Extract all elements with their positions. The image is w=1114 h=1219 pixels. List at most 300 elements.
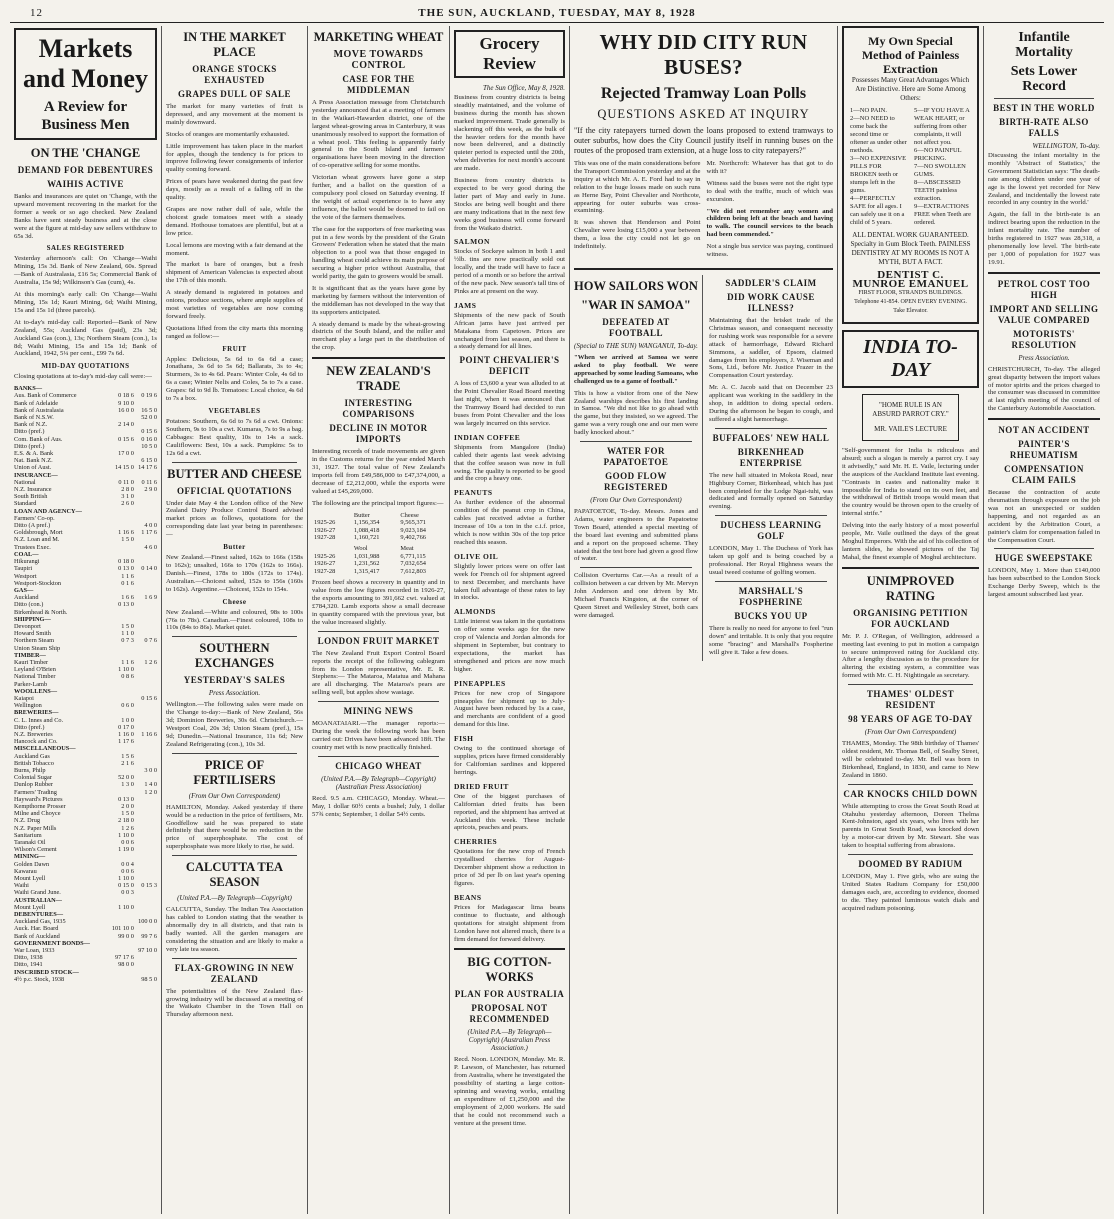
table-row — [14, 861, 157, 868]
table-cell — [134, 745, 157, 752]
petrol-headline: PETROL COST TOO HIGH — [997, 278, 1091, 300]
article-paragraph: The market is bare of oranges, but a fresh shipment of American Valencias is expected about the 17th of this month. — [166, 261, 303, 285]
table-row — [14, 724, 157, 731]
table-cell: Meat — [400, 544, 414, 552]
table-row — [14, 976, 157, 983]
article-paragraph: CHRISTCHURCH, To-day. The alleged great disparity between the import values of motor spirits and the prices charged to the consumer was discussed in committee at last night's meeting of the council of the Canterbury Automobile Association. — [988, 365, 1100, 413]
table-cell: Farmers' Co-op. — [14, 514, 55, 522]
table-cell: 1 5 0 — [121, 536, 134, 544]
table-cell — [134, 400, 157, 407]
table-cell — [134, 925, 157, 932]
divider — [848, 784, 973, 785]
point-chevalier-headline: POINT CHEVALIER'S DEFICIT — [459, 355, 560, 377]
table-cell: 1 17 6 — [118, 738, 134, 746]
table-cell: 0 8 6 — [121, 673, 134, 681]
table-cell — [134, 940, 157, 947]
table-cell: N.Z. Loan and M. — [14, 536, 60, 544]
table-row — [14, 565, 157, 572]
table-cell: Kawarau — [14, 867, 37, 875]
nz-trade-subheadline-2: DECLINE IN MOTOR IMPORTS — [329, 423, 428, 445]
table-cell — [107, 688, 134, 695]
table-cell: 0 0 6 — [121, 839, 134, 847]
table-cell: N.Z. Breweries — [14, 730, 53, 738]
table-cell: 0 11 0 — [118, 478, 134, 486]
table-row — [14, 933, 157, 940]
table-cell: Sanitarium — [14, 831, 42, 839]
table-cell: Hikurangi — [14, 558, 40, 566]
table-cell: 2 8 0 — [121, 486, 134, 494]
table-cell: 1 2 6 — [144, 658, 157, 666]
fospherine-headline: MARSHALL'S FOSPHERINE — [738, 585, 804, 607]
table-cell — [134, 573, 157, 580]
article-paragraph: Again, the fall in the birth-rate is an indirect bearing upon the reduction in the infant mortality rate. The number of births registered in 1927 was 28,318, a phenomenally low level. The birth-rate per 1,000 of population for 1927 was 19.91. — [988, 211, 1100, 266]
article-paragraph: LONDON, May 1. The Duchess of York has taken up golf and is being coached by a professional. Her Royal Highness wears the usual tweed costume of golfing women. — [709, 545, 833, 576]
table-row — [14, 558, 157, 565]
table-cell — [107, 587, 134, 594]
table-cell — [134, 810, 157, 817]
article-paragraph: It was shown that Henderson and Point Chevalier were losing £15,000 a year between them, a loss the city could not let go on indefinitely. — [574, 219, 701, 251]
article-paragraph: Banks and insurances are quiet on 'Change, with the upward movement recovering in the market for the former a week or so ago checked. New Zealand Banks have sent steady business and at the close were at the figure at mid-day saw sellers withdraw to 65s 3d. — [14, 193, 157, 240]
table-cell — [107, 515, 134, 522]
table-cell — [134, 500, 157, 507]
table-cell: Kempthorne Prosser — [14, 803, 66, 810]
table-cell: TIMBER— — [14, 651, 46, 659]
change-subheadline: DEMAND FOR DEBENTURES — [17, 165, 154, 175]
table-cell: 1,231,562 — [353, 560, 380, 568]
buses-subheadline-2: QUESTIONS ASKED AT INQUIRY — [597, 107, 810, 121]
table-cell: Taupiri — [14, 565, 33, 573]
table-cell — [312, 512, 352, 520]
table-cell — [107, 767, 134, 774]
table-cell: National Timber — [14, 673, 56, 681]
table-cell — [107, 457, 134, 464]
column-market-place — [162, 26, 308, 1214]
table-cell: 1 6 9 — [144, 594, 157, 602]
table-cell — [134, 832, 157, 839]
table-row — [14, 745, 157, 752]
divider — [580, 441, 692, 442]
article-paragraph: New Zealand.—Finest salted, 162s to 166s (158s to 162s); unsalted, 166s to 170s (162s to 166s). Danish.—Finest, 178s to 180s (172s to 174s). Australian.—Choicest salted, 152s to 156s (160s to 162s). Argentine.—Choicest, 152s to 154s. — [166, 554, 303, 593]
table-cell: 1,160,721 — [353, 534, 380, 542]
article-paragraph: This was one of the main considerations before the Transport Commission yesterday and at the inquiry at which Mr. A. E. Ford had to say in relation to the huge losses made on such runs as Herne Bay, Point Chevalier and Northcote, appearing for outer suburbs was cross-examining. — [574, 160, 701, 215]
table-cell — [134, 508, 157, 515]
table-row — [14, 918, 157, 925]
article-paragraph: Because the contraction of acute rheumatism through exposure on the job was not an unexpected or sudden happening, and not regarded as an accident by the Arbitration Court, a painter's claim for compensation failed in the Compensation Court. — [988, 489, 1100, 544]
table-cell — [107, 609, 134, 616]
section-header: SALMON — [454, 237, 490, 247]
table-cell: BREWERIES— — [14, 709, 59, 717]
list-item: 2—NO NEED to come back the second time or oftener as under other methods. — [850, 115, 907, 154]
table-cell — [134, 609, 157, 616]
table-cell: Westport-Stockton — [14, 579, 62, 587]
table-row — [312, 560, 445, 568]
grocery-header — [454, 30, 565, 78]
table-cell: Wilson's Cement — [14, 846, 57, 854]
table-cell: 0 15 6 — [141, 694, 157, 702]
table-cell: 1 1 0 — [121, 630, 134, 638]
table-cell — [134, 551, 157, 558]
buses-headline: WHY DID CITY RUN BUSES? — [599, 30, 808, 79]
table-row — [14, 500, 157, 507]
table-cell: Leyland O'Brien — [14, 666, 56, 674]
table-cell: 2 18 0 — [118, 817, 134, 825]
buffaloes-headline: BUFFALOES' NEW HALL — [712, 432, 830, 443]
table-row — [14, 472, 157, 479]
table-cell: 0 18 0 — [118, 558, 134, 566]
saddler-subheadline: DID WORK CAUSE ILLNESS? — [727, 291, 815, 313]
article-paragraph: LONDON, May 1. Five girls, who are suing the United States Radium Company for £50,000 damages each, are, according to evidence, doomed to die. They painted luminous watch dials and acquired radium poisoning. — [842, 873, 979, 912]
byline: Press Association. — [1018, 353, 1070, 362]
table-cell — [134, 760, 157, 767]
dental-subtitle: Possesses Many Great Advantages Which Are Distinctive. Here are Some Among Others: — [851, 76, 970, 102]
table-cell: 0 11 6 — [141, 478, 157, 486]
table-cell — [107, 544, 134, 551]
table-cell — [134, 853, 157, 860]
page-number: 12 — [30, 7, 43, 19]
table-cell: 1 2 0 — [144, 788, 157, 796]
table-cell: 14 17 6 — [138, 464, 157, 472]
lower-right — [709, 275, 833, 661]
table-row — [14, 817, 157, 824]
table-row — [14, 760, 157, 767]
table-row — [14, 954, 157, 961]
article-paragraph: Witness said the buses were not the right type to deal with the traffic, much of which was excursion. — [706, 179, 833, 203]
section-header: FRUIT — [222, 344, 247, 353]
table-row — [14, 789, 157, 796]
article-paragraph: A steady demand is registered in potatoes and onions, produce sections, where ample supplies of most varieties of vegetables are now coming forward freely. — [166, 289, 303, 320]
table-cell — [134, 702, 157, 709]
article-paragraph: Prices of pears have weakened during the past few days, mostly as a result of a falling off in the quality. — [166, 178, 303, 202]
duchess-headline: DUCHESS LEARNING GOLF — [720, 520, 822, 542]
byline: (From Our Own Correspondent) — [590, 496, 682, 505]
table-cell: WOOLLENS— — [14, 687, 58, 695]
table-cell: N.Z. Paper Mills — [14, 824, 57, 832]
table-cell — [107, 414, 134, 421]
table-cell: Nat. Bank N.Z. — [14, 457, 53, 465]
table-cell: Howard Smith — [14, 630, 51, 638]
table-row — [14, 580, 157, 587]
divider — [574, 268, 833, 270]
table-row — [14, 882, 157, 889]
wheat-subheadline: MOVE TOWARDS CONTROL — [333, 49, 424, 71]
table-cell: 2 14 0 — [118, 421, 134, 429]
table-row — [14, 832, 157, 839]
table-row — [14, 493, 157, 500]
table-row — [14, 911, 157, 918]
table-cell: 0 19 6 — [141, 392, 157, 400]
thames-headline: THAMES' OLDEST RESIDENT — [866, 689, 955, 711]
cotton-works-headline: BIG COTTON-WORKS — [467, 955, 552, 985]
table-cell: Dunlop Rubber — [14, 781, 54, 789]
table-cell — [107, 789, 134, 796]
article-paragraph: Stocks of Sockeye salmon in both 1 and ½lb. tins are now practically sold out locally, and the trade will have to face a period of a month or so before the arrival of the new pack. New season's tall tins of Pinks are at present on the way. — [454, 248, 565, 295]
table-cell — [134, 601, 157, 608]
divider — [172, 855, 297, 856]
table-row — [14, 407, 157, 414]
column-india — [838, 26, 984, 1214]
byline: (From Our Own Correspondent) — [864, 728, 957, 737]
table-cell: 16 0 0 — [118, 406, 134, 414]
article-paragraph: Grapes are now rather dull of sale, while the choicest grade tomatoes meet with a steady demand. Hothouse tomatoes are plentiful, but at a low price. — [166, 205, 303, 237]
change-subheadline-2: WAIHIS ACTIVE — [47, 179, 124, 189]
table-cell — [134, 616, 157, 623]
article-paragraph: LONDON, May 1. More than £140,000 has been subscribed to the London Stock Exchange Derby Sweep, which is the largest amount subscribed last year. — [988, 567, 1100, 599]
list-item: 9—EXTRACTIONS FREE when Teeth are ordered. — [914, 203, 972, 226]
table-cell — [107, 551, 134, 558]
table-row — [14, 443, 157, 450]
table-cell: 0 18 6 — [118, 392, 134, 400]
table-cell: Union of Aust. — [14, 464, 52, 472]
article-paragraph: A steady demand is made by the wheat-growing districts of the South Island, and the miller and merchant play a large part in the distribution of the crop. — [312, 320, 445, 352]
section-header: BEANS — [454, 892, 482, 902]
article-paragraph: Prices for new crop of Singapore pineapples for shipment up to July-August have been reduced by 1s a case, and merchants are confident of a good demand for this line. — [454, 689, 565, 729]
mortality-subheadline-2: BEST IN THE WORLD — [993, 103, 1095, 113]
table-cell: 1925-26 — [314, 552, 336, 560]
table-cell: Taranaki Oil — [14, 839, 46, 847]
article-paragraph: Interesting records of trade movements are given in the Customs returns for the year ended March 31, 1927. The total value of New Zealand's imports fell from £49,586,000 to £47,374,000, a decrease of £2,212,000, while the exports were valued at £45,269,000. — [312, 448, 445, 495]
table-row — [14, 796, 157, 803]
table-row — [14, 810, 157, 817]
accident-subheadline: PAINTER'S RHEUMATISM — [1009, 439, 1079, 461]
table-cell: 9,023,184 — [400, 526, 426, 534]
table-cell — [107, 918, 134, 925]
table-cell: 52 0 0 — [118, 774, 134, 782]
table-cell: Mount Lyell — [14, 903, 46, 911]
byline: (United P.A.—By Telegraph—Copyright) (Australian Press Association.) — [467, 1028, 552, 1053]
table-cell: E.S. & A. Bank — [14, 450, 54, 458]
section-header: CHERRIES — [454, 837, 498, 847]
table-row — [14, 637, 157, 644]
table-cell: War Loan, 1933 — [14, 947, 55, 955]
fertilisers-headline: PRICE OF FERTILISERS — [193, 757, 276, 787]
table-cell: Waihi — [14, 882, 29, 890]
table-cell: Ditto, 1941 — [14, 961, 43, 969]
table-cell: Hayward's Pictures — [14, 795, 63, 803]
section-header: ALMONDS — [454, 607, 496, 617]
table-cell — [134, 774, 157, 781]
article-paragraph: Shipments from Mangalore (India) cabled their agents last week advising that the coffee season was now in full swing. The quality is reported to be good and the crop a heavy one. — [454, 443, 565, 483]
article-paragraph: "We did not remember any women and children being left at the beach and having to walk. The council services to the beach had been commended." — [706, 207, 833, 239]
table-cell: COAL— — [14, 550, 39, 558]
table-cell: 7,612,803 — [400, 567, 426, 575]
table-cell: AUSTRALIAN— — [14, 896, 62, 904]
article-paragraph: Business from country districts is being steadily maintained, and the volume of business during the month has shown marked improvement. Trade generally is slackening off this week, as the bulk of the heavier orders for the month have now been delivered, and a distinctly quieter period is expected until the 20th, when deliveries for next month's account are made. — [454, 94, 565, 173]
table-cell: 1,315,417 — [353, 567, 380, 575]
market-place-subheadline: ORANGE STOCKS EXHAUSTED — [192, 64, 277, 85]
article-paragraph: Potatoes: Southern, 6s 6d to 7s 6d a cwt. Onions: Southern, 9s to 10s a cwt. Kumaras, 7s to 9s a bag. Cabbages: Best quality, 10s to 14s a sack. Cauliflowers: Best, 10s a sack. Pumpkins: 5s to 12s 6d a cwt. — [166, 418, 303, 457]
divider — [988, 272, 1100, 274]
table-cell: Auckland — [14, 594, 39, 602]
article-paragraph: Mr. A. C. Jacob said that on December 23 applicant was working in the saddlery in the shop, in addition to doing special orders. During the afternoon he began to cough, and suffered a slight hæmorrhage. — [709, 384, 833, 423]
table-cell: BANKS— — [14, 385, 42, 393]
lead-paragraph: "If the city ratepayers turned down the loans proposed to extend tramways to outer suburbs, how does the City Council justify itself in running buses on the routes of the proposed tram extension, at a huge loss to city ratepayers?" — [574, 126, 833, 155]
table-cell: Waihi Grand June. — [14, 889, 61, 897]
table-cell: 3 0 0 — [144, 766, 157, 774]
market-place-subheadline-2: GRAPES DULL OF SALE — [178, 89, 291, 99]
wheat-subheadline-2: CASE FOR THE MIDDLEMAN — [342, 74, 415, 95]
table-cell — [107, 428, 134, 435]
table-cell — [134, 630, 157, 637]
newspaper-title: THE SUN, AUCKLAND, TUESDAY, MAY 8, 1928 — [418, 7, 696, 19]
table-cell: 0 14 0 — [141, 565, 157, 573]
table-row — [14, 486, 157, 493]
table-row — [14, 645, 157, 652]
wheat-headline: MARKETING WHEAT — [313, 30, 444, 44]
table-cell — [134, 666, 157, 673]
table-row — [14, 753, 157, 760]
list-item: 5—IF YOU HAVE A WEAK HEART, or suffering from other complaints, it will not affect you. — [914, 107, 970, 146]
table-cell: 0 7 6 — [144, 637, 157, 645]
dateline: The Sun Office, May 8, 1928. — [482, 84, 565, 92]
buses-body-right — [707, 160, 834, 263]
sailors-subheadline-2: DEFEATED AT FOOTBALL — [602, 316, 670, 338]
table-cell — [134, 472, 157, 479]
byline: (United P.A.—By Telegraph—Copyright) (Australian Press Association) — [321, 774, 436, 791]
article-paragraph: Wellington.—The following sales were made on the 'Change to-day:—Bank of New Zealand, 56s 3d; Dominion Breweries, 30s 6d. Christchurch.—Westport Coal, 20s 3d; Union Steam (pref.), 15s 9d; Dunedin.—National Insurance, 11s 6d; New Zealand Refrigerating (con.), 10s 3d. — [166, 701, 303, 748]
section-header: OLIVE OIL — [454, 551, 499, 561]
table-cell: 0 7 3 — [121, 637, 134, 645]
table-cell: DEBENTURES— — [14, 911, 63, 919]
table-cell: 2 6 0 — [121, 500, 134, 508]
table-cell — [134, 688, 157, 695]
article-paragraph: Recd. Noon. LONDON, Monday. Mr. R. P. Lawson, of Manchester, has returned from Australia, where he investigated the possibility of starting a large cotton-spinning and weaving works, entailing an expenditure of £1,250,000 and the employment of 2,000 workers. He said that he could not recommend such a venture at the present time. — [454, 1056, 565, 1127]
papatoetoe-subheadline: GOOD FLOW REGISTERED — [603, 471, 669, 493]
table-cell: 9 10 0 — [118, 399, 134, 407]
table-cell — [134, 645, 157, 652]
table-cell: 1 10 0 — [118, 903, 134, 911]
table-cell: 6 15 0 — [141, 457, 157, 465]
table-row — [14, 616, 157, 623]
grocery-title: Grocery Review — [479, 34, 540, 73]
cotton-works-subheadline-2: PROPOSAL NOT RECOMMENDED — [469, 1003, 550, 1025]
divider — [172, 958, 297, 959]
table-cell: 16 5 0 — [141, 406, 157, 414]
table-row — [14, 536, 157, 543]
table-cell — [134, 385, 157, 392]
table-cell: Ditto (pref.) — [14, 428, 45, 436]
table-cell: 1 16 6 — [118, 529, 134, 537]
table-cell: 1 17 6 — [141, 529, 157, 537]
table-cell: 1,031,988 — [353, 552, 380, 560]
table-cell: 0 0 4 — [121, 860, 134, 868]
table-row — [14, 774, 157, 781]
article-paragraph: Stocks of oranges are momentarily exhausted. — [166, 130, 290, 138]
nz-trade-subheadline: INTERESTING COMPARISONS — [342, 398, 415, 420]
article-paragraph: Victorian wheat growers have gone a step further, and a ballot on the question of a compulsory pool closed on Saturday evening. If the weight of actual experience is to have any influence, the ballot would be doomed to fail on the vote of the farmers themselves. — [312, 174, 445, 221]
article-paragraph: Shipments of the new pack of South African jams have just arrived per Matakana from Capetown. Prices are unchanged from last season, and there is a steady demand for all lines. — [454, 311, 565, 351]
table-row — [14, 688, 157, 695]
table-row — [14, 414, 157, 421]
section-header: JAMS — [454, 300, 477, 310]
table-cell: 14 15 0 — [114, 464, 134, 472]
divider — [318, 701, 439, 702]
article-paragraph: Not a single bus service was paying, continued witness. — [706, 243, 833, 259]
table-cell — [134, 421, 157, 428]
table-cell: 1926-27 — [314, 560, 336, 568]
table-cell: 1927-28 — [314, 567, 336, 575]
table-cell: Mount Lyell — [14, 875, 46, 883]
table-cell: 1 10 0 — [118, 666, 134, 674]
butter-cheese-headline: BUTTER AND CHEESE — [167, 466, 302, 481]
article-paragraph: Mr. Northcroft: Whatever has that got to do with it? — [706, 160, 833, 175]
table-cell: 1 16 6 — [141, 730, 157, 738]
table-cell: LOAN AND AGENCY— — [14, 507, 82, 515]
divider — [994, 98, 1094, 99]
article-paragraph: One of the biggest purchases of Californian dried fruits has been reported, and the shipment has arrived at Auckland this week. These include apricots, peaches and pears. — [454, 792, 565, 832]
table-row — [14, 709, 157, 716]
india-lecture: MR. VAILE'S LECTURE — [874, 425, 947, 433]
article-paragraph: MOANATAIARI.—The manager reports:—During the week the following work has been carried out: Drives have been advanced 18ft. The country met with is now practically finished. — [312, 720, 445, 751]
table-cell: 1 3 0 — [121, 781, 134, 789]
article-paragraph: Prices for Madagascar lima beans continue to fluctuate, and although quotations for straight shipment from London have not altered much, there is a firm demand for forward delivery. — [454, 903, 565, 943]
table-cell: 98 5 0 — [141, 975, 157, 983]
table-cell — [134, 846, 157, 853]
flax-headline: FLAX-GROWING IN NEW ZEALAND — [174, 962, 295, 984]
table-cell: National — [14, 478, 36, 486]
dental-guarantee: ALL DENTAL WORK GUARANTEED. Specialty in Gum Block Teeth. PAINLESS DENTISTRY AT MY ROOMS IS NOT A MYTH, BUT A FACT. — [850, 231, 971, 266]
article-paragraph: CALCUTTA, Sunday. The Indian Tea Association has cabled to London stating that the weather is abnormally dry in all districts, and that rain is badly wanted. All the garden managers are considering the situation and are likely to make a very late tea season. — [166, 906, 303, 953]
table-cell — [134, 493, 157, 500]
article-paragraph: As further evidence of the abnormal condition of the peanut crop in China, cables just received advise a further increase of 10s a ton in the c.i.f. price, which is now within 30s of the top price reached this season. — [454, 499, 565, 546]
rating-subheadline: ORGANISING PETITION FOR AUCKLAND — [853, 607, 968, 629]
table-cell: Birkenhead & North. — [14, 608, 68, 616]
article-paragraph: It is significant that as the years have gone by marketing by farmers without the intervention of the middleman has not developed in the way that its supporters anticipated. — [312, 284, 445, 316]
section-header: Cheese — [222, 597, 247, 606]
table-cell: 3 1 0 — [121, 493, 134, 501]
table-cell: Union Steam Ship — [14, 644, 61, 652]
article-paragraph: At to-day's mid-day call: Reported—Bank of New Zealand, 55s; Auckland Gas (paid), 23s 3d; Auckland Gas (con.), 13s; Northern Steam (con.), 1s 8d; Waihi Mining, 15s and 15s 1d; Bank of Auckland, 1942, 5¼ per cent., £99 7s 6d. — [14, 318, 157, 358]
table-cell — [134, 681, 157, 688]
table-cell: 9,402,766 — [400, 534, 426, 542]
table-cell: 0 15 6 — [141, 428, 157, 436]
table-row — [14, 385, 157, 392]
table-row — [14, 464, 157, 471]
table-cell: 1 4 0 — [144, 781, 157, 789]
article-paragraph: Business from country districts is expected to be very good during the latter part of May and early in June. Stocks are being well bought and there are many indications that in the next few weeks good business will come forward from the Waikato district. — [454, 177, 565, 232]
article-paragraph: The following are the principal import figures:— — [312, 499, 444, 507]
table-cell: 1925-26 — [314, 519, 336, 527]
article-paragraph: The market for many varieties of fruit is depressed, and any movement at the moment is mainly downward. — [166, 103, 303, 126]
table-cell: N.Z. Insurance — [14, 486, 52, 494]
section-header: FISH — [454, 734, 474, 744]
southern-exchanges-headline: SOUTHERN EXCHANGES — [194, 641, 275, 671]
article-paragraph: Yesterday afternoon's call: On 'Change—Waihi Mining, 15s 3d. Bank of New Zealand, 60s. Spread—Bank of Australasia, £16 5s; Commercial Bank of Australia, 15s 9d; Wilkinson's Gas (cum), 4s. — [14, 255, 157, 287]
india-quote-box — [862, 394, 959, 441]
table-cell: 1,088,418 — [353, 526, 380, 534]
table-cell: 99 7 6 — [141, 932, 157, 940]
article-paragraph: Owing to the continued shortage of supplies, prices have firmed considerably for Californian sardines and kippered herrings. — [454, 745, 565, 776]
table-row — [14, 428, 157, 435]
section-header: VEGETABLES — [208, 407, 261, 415]
dental-address: FIRST FLOOR, STRAND'S BUILDINGS. Telephone 41-854. OPEN EVERY EVENING. Take Elevator. — [854, 290, 967, 314]
dental-advertisement — [842, 26, 979, 324]
table-cell: Standard — [14, 500, 37, 508]
article-paragraph: Recd. 9.5 a.m. CHICAGO, Monday. Wheat.—May, 1 dollar 60½ cents a bushel; July, 1 dollar 57¾ cents; September, 1 dollar 54½ cents. — [312, 794, 445, 818]
table-cell: Parker-Lamb — [14, 680, 48, 688]
table-cell: 1 5 0 — [121, 810, 134, 818]
list-item: 8—ABSCESSED TEETH painless extraction. — [914, 179, 961, 202]
table-cell: 0 13 0 — [118, 795, 134, 803]
column-grocery — [450, 26, 570, 1214]
column-markets — [10, 26, 162, 1214]
table-cell — [107, 385, 134, 392]
buses-body-left — [574, 160, 701, 263]
divider — [318, 756, 439, 757]
table-cell: 99 0 0 — [118, 932, 134, 940]
table-cell: 0 17 0 — [118, 723, 134, 731]
table-cell — [107, 709, 134, 716]
article-paragraph: A loss of £3,600 a year was alluded to at the Point Chevalier Road Board meeting last night, when it was announced that the Tramway Board had decided to run buses from Point Chevalier and the loss was largely incurred on this service. — [454, 380, 565, 427]
